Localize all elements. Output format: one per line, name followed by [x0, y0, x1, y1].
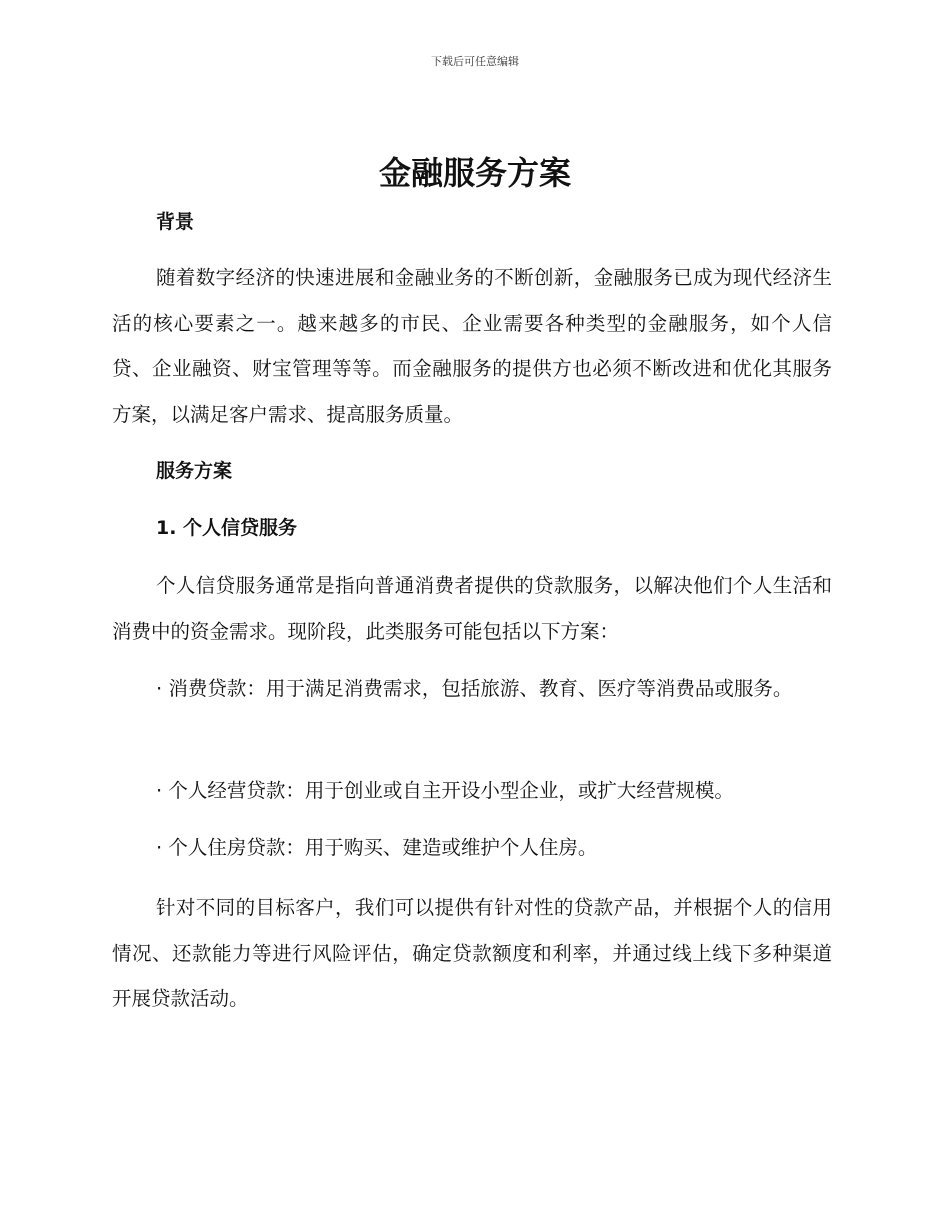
personal-credit-intro-paragraph: 个人信贷服务通常是指向普通消费者提供的贷款服务，以解决他们个人生活和消费中的资金需求。现阶段，此类服务可能包括以下方案： [112, 574, 832, 643]
bullet-business-loan: · 个人经营贷款：用于创业或自主开设小型企业，或扩大经营规模。 [156, 779, 734, 802]
section-heading-background: 背景 [156, 211, 195, 233]
document-title: 金融服务方案 [378, 154, 571, 192]
background-paragraph: 随着数字经济的快速进展和金融业务的不断创新，金融服务已成为现代经济生活的核心要素之一。越来越多的市民、企业需要各种类型的金融服务，如个人信贷、企业融资、财宝管理等等。而金融服务的提供方也必须不断改进和优化其服务方案，以满足客户需求、提高服务质量。 [112, 266, 832, 426]
bullet-consumer-loan: · 消费贷款：用于满足消费需求，包括旅游、教育、医疗等消费品或服务。 [156, 677, 793, 700]
section-heading-service-plan: 服务方案 [156, 460, 233, 482]
closing-paragraph: 针对不同的目标客户，我们可以提供有针对性的贷款产品，并根据个人的信用情况、还款能力等进行风险评估，确定贷款额度和利率，并通过线上线下多种渠道开展贷款活动。 [112, 896, 832, 1010]
page-header-note: 下载后可任意编辑 [431, 55, 519, 68]
subsection-heading-personal-credit: 1. 个人信贷服务 [156, 517, 298, 539]
bullet-housing-loan: · 个人住房贷款：用于购买、建造或维护个人住房。 [156, 836, 598, 859]
